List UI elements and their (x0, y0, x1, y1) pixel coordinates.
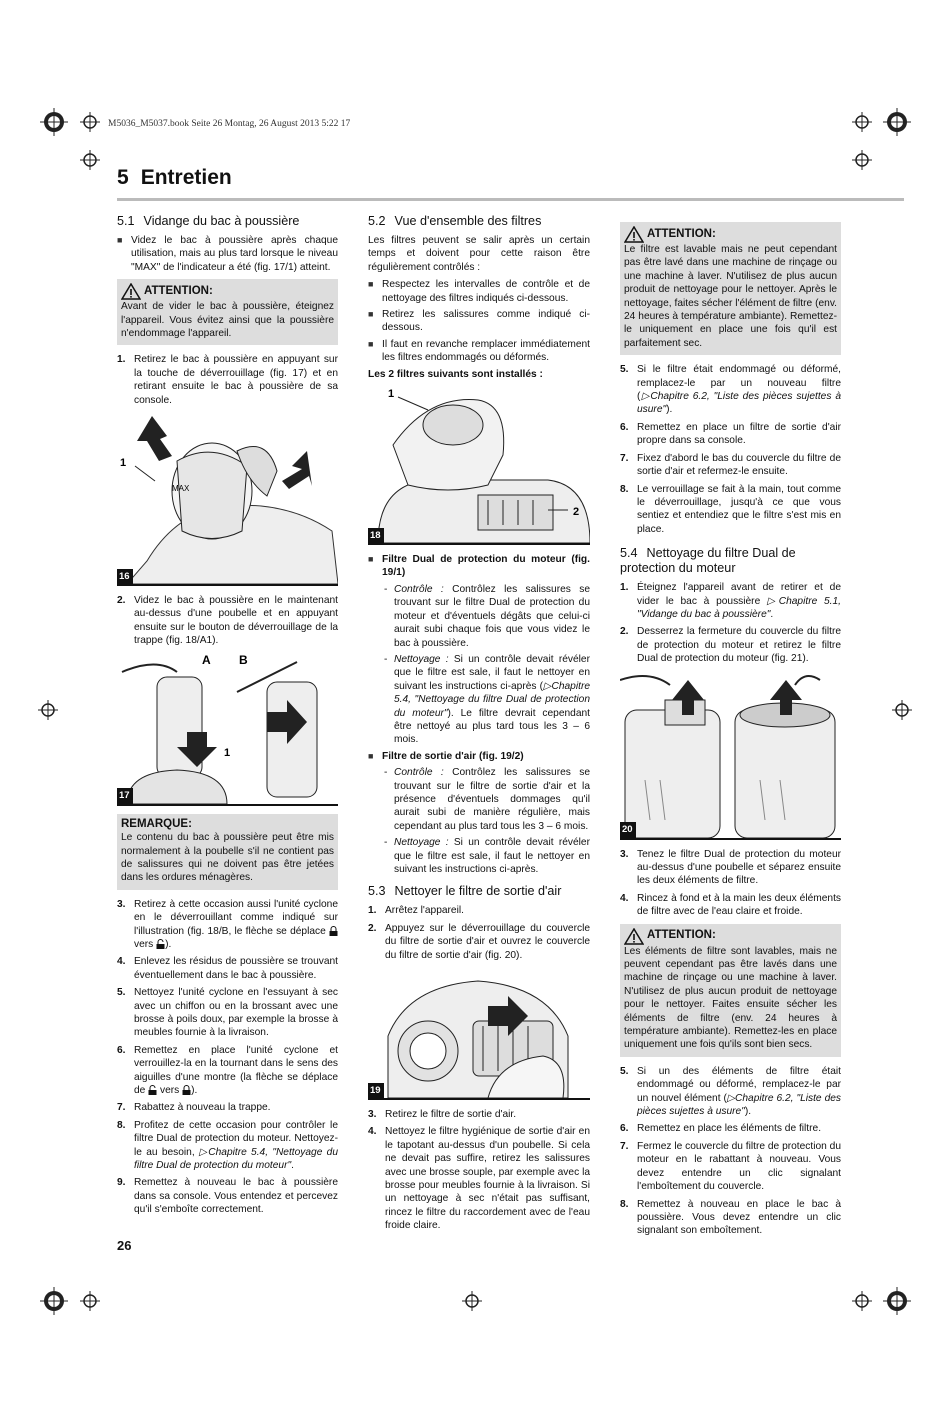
step-item: 1. Arrêtez l'appareil. (368, 905, 464, 917)
paragraph: Les filtres peuvent se salir après un certain temps et doivent pour cette raison être régulièrement contrôlés : (368, 235, 590, 273)
callout-1: 1 (120, 457, 127, 470)
registration-mark-icon (462, 1291, 482, 1311)
column-3 (620, 222, 841, 1242)
warning-triangle-icon (624, 226, 644, 243)
callout-1: 1 (224, 746, 231, 759)
chapter-reference[interactable]: ▷Chapitre 5.4, "Nettoyage du filtre Dual de protection du moteur" (134, 1146, 339, 1172)
step-item: 6. Remettez en place les éléments de filtre. (620, 1123, 822, 1135)
motor-filter-removal-illustration (620, 670, 841, 838)
dash-item: - Nettoyage : Si un contrôle devait révéler que le filtre est sale, il faut le nettoyer en suivant les instructions ci-après (▷Chapitre 5.4, "Nettoyage du filtre Dual de protection du moteur"). Le filtre devrait cependant être nettoyé au plus tard tous les 3 – 6 mois. (384, 653, 590, 746)
chapter-reference[interactable]: ▷Chapitre 6.2, "Liste des pièces sujettes à usure" (637, 391, 841, 416)
column-2 (368, 214, 590, 1237)
step-item: 4. Nettoyez le filtre hygiénique de sortie d'air en le tapotant au-dessus d'un poubelle. Si cela ne devait pas suffire, retirez les salissures avec une brosse souple, par exemple avec la brosse pour meubles fournie à la livraison. Si un nettoyage à sec n'était pas suffisant, rincez le filtre du raccordement avec de l'eau froide claire. (368, 1126, 590, 1232)
attention-box: ATTENTION: Le filtre est lavable mais ne peut cependant pas être lavé dans une machine de rinçage ou une machine à laver. N'utilisez de plus aucun produit de nettoyage pour le nettoyer. Après le nettoyage, faites sécher l'élément de filtre (env. 24 heures à température ambiante). Remettez-le uniquement en place une fois qu'il est parfaitement sec. (620, 222, 841, 355)
figure-label: 20 (620, 822, 636, 837)
dash-item: - Contrôle : Contrôlez les salissures se trouvant sur le filtre de sortie d'air et la présence d'éventuels dommages qu'il aurait subi de manière régulière, mais cependant au plus tard tous les 3 – 6 mois. (384, 767, 590, 832)
registration-mark-icon (852, 1291, 872, 1311)
filters-overview-illustration (368, 385, 590, 543)
label-b: B (239, 652, 248, 667)
step-item: 8. Profitez de cette occasion pour contrôler le filtre Dual de protection du moteur. Nettoyez-le au besoin, ▷Chapitre 5.4, "Nettoyage du filtre Dual de protection du moteur". (117, 1119, 339, 1172)
step-item: 3. Retirez le filtre de sortie d'air. (368, 1109, 517, 1121)
attention-box: ATTENTION: Les éléments de filtre sont lavables, mais ne peuvent cependant pas être lavés dans une machine de rinçage ou une machine à laver. N'utilisez de plus aucun produit de nettoyage pour le nettoyer. Faites ensuite sécher les éléments de filtre (env. 24 heures à température ambiante). Remettez-les en place uniquement une fois qu'ils sont bien secs. (620, 924, 841, 1057)
step-item: 5. Si le filtre était endommagé ou déformé, remplacez-le par un nouveau filtre (▷Chapitre 6.2, "Liste des pièces sujettes à usure"). (620, 364, 841, 416)
warning-triangle-icon (624, 928, 644, 945)
chapter-number: 5 (117, 166, 129, 189)
step-item: 5. Si un des éléments de filtre était endommagé ou déformé, remplacez-le par un nouvel élément (▷Chapitre 6.2, "Liste des pièces sujettes à usure"). (620, 1065, 841, 1118)
figure-label: 19 (368, 1083, 384, 1098)
registration-mark-icon (883, 108, 911, 136)
step-item: 7. Fixez d'abord le bas du couvercle du filtre de sortie d'air et refermez-le ensuite. (620, 452, 841, 478)
section-5-1-heading: 5.1 Vidange du bac à poussière (117, 214, 300, 228)
bullet-item: ■ Filtre de sortie d'air (fig. 19/2) (368, 750, 590, 763)
step-item: 8. Le verrouillage se fait à la main, tout comme le déverrouillage, jusqu'à ce que vous sentiez et entendiez que le filtre s'est mis en place. (620, 483, 841, 535)
lock-closed-icon (182, 1085, 191, 1095)
registration-mark-icon (80, 150, 100, 170)
column-1 (117, 214, 338, 1221)
exhaust-filter-cover-illustration (368, 966, 590, 1098)
registration-mark-icon (40, 1287, 68, 1315)
figure-17 (117, 652, 338, 806)
lock-open-icon (156, 939, 165, 949)
step-item: 4. Enlevez les résidus de poussière se trouvant éventuellement dans le bac à poussière. (117, 956, 338, 981)
section-5-3-heading: 5.3 Nettoyer le filtre de sortie d'air (368, 884, 562, 899)
registration-mark-icon (40, 108, 68, 136)
registration-mark-icon (852, 112, 872, 132)
attention-box: ATTENTION: Avant de vider le bac à poussière, éteignez l'appareil. Vous évitez ainsi que la poussière n'endommage l'appareil. (117, 279, 338, 345)
figure-20 (620, 670, 841, 840)
bullet-item: ■ Retirez les salissures comme indiqué ci-dessous. (368, 308, 590, 335)
figure-19 (368, 966, 590, 1100)
bullet-item: ■ Il faut en revanche remplacer immédiatement les filtres endommagés ou déformés. (368, 338, 590, 365)
section-5-2-heading: 5.2 Vue d'ensemble des filtres (368, 214, 542, 228)
step-item: 5. Nettoyez l'unité cyclone en l'essuyant à sec avec un chiffon ou en la brossant avec une brosse à poils doux, par exemple la brosse à meubles fournie à la livraison. (117, 987, 338, 1039)
chapter-reference[interactable]: ▷Chapitre 5.1, "Vidange du bac à poussière" (637, 595, 841, 620)
chapter-reference[interactable]: ▷Chapitre 5.4, "Nettoyage du filtre Dual de protection du moteur" (394, 680, 590, 719)
step-item: 2. Appuyez sur le déverrouillage du couvercle du filtre de sortie d'air et ouvrez le couvercle du filtre de sortie d'air (fig. 20). (368, 922, 590, 961)
registration-mark-icon (883, 1287, 911, 1315)
bullet-item: ■ Filtre Dual de protection du moteur (fig. 19/1) (368, 553, 590, 580)
step-item: 3. Tenez le filtre Dual de protection du moteur au-dessus d'une poubelle et séparez ensuite les deux éléments de filtre. (620, 848, 841, 887)
callout-1: 1 (388, 388, 395, 401)
page-number: 26 (117, 1238, 132, 1253)
figure-16 (117, 411, 338, 586)
step-item: 6. Remettez en place un filtre de sortie d'air propre dans sa console. (620, 421, 841, 447)
figure-label: 16 (117, 569, 133, 584)
step-item: 6. Remettez en place l'unité cyclone et verrouillez-la en la tournant dans le sens des aiguilles d'une montre (la flèche se déplace de vers ). (117, 1044, 338, 1096)
lock-open-icon (148, 1085, 157, 1095)
step-item: 7. Fermez le couvercle du filtre de protection du moteur en le rabattant à nouveau. Vous devez entendre un clic signalant l'emboîtement du couvercle. (620, 1140, 841, 1193)
svg-text:MAX: MAX (172, 484, 190, 494)
callout-2: 2 (573, 506, 580, 519)
file-header: M5036_M5037.book Seite 26 Montag, 26 August 2013 5:22 17 (108, 119, 351, 129)
step-item: 7. Rabattez à nouveau la trappe. (117, 1102, 271, 1114)
step-item: 1. Retirez le bac à poussière en appuyant sur la touche de déverrouillage (fig. 17) et en retirant ensuite le bac à poussière de sa console. (117, 354, 338, 406)
registration-mark-icon (852, 150, 872, 170)
step-item: 8. Remettez à nouveau en place le bac à poussière. Vous devez entendre un clic signalant son emboîtement. (620, 1198, 841, 1237)
dash-item: - Nettoyage : Si un contrôle devait révéler que le filtre est sale, il faut le nettoyer en suivant les instructions ci-après. (384, 837, 590, 875)
dust-bin-removal-illustration (117, 411, 338, 584)
dash-item: - Contrôle : Contrôlez les salissures se trouvant sur le filtre Dual de protection du moteur et d'éventuels dégâts que celui-ci aurait subi chaque fois que vous videz le bac à poussière. (384, 583, 590, 649)
label-a: A (202, 652, 211, 667)
intro-bullet: ■ Videz le bac à poussière après chaque utilisation, mais au plus tard lorsque le niveau "MAX" de l'indicateur a été (fig. 17/1) atteint. (117, 234, 338, 274)
figure-label: 18 (368, 528, 384, 543)
registration-mark-icon (80, 1291, 100, 1311)
registration-mark-icon (38, 700, 58, 720)
step-item: 9. Remettez à nouveau le bac à poussière dans sa console. Vous entendez et percevez qu'il s'emboîte correctement. (117, 1177, 338, 1216)
step-item: 2. Videz le bac à poussière en le maintenant au-dessus d'une poubelle et en appuyant ensuite sur le bouton de déverrouillage de la trappe (fig. 18/A1). (117, 595, 338, 647)
lock-closed-icon (329, 926, 338, 936)
step-item: 3. Retirez à cette occasion aussi l'unité cyclone en le déverrouillant comme indiqué sur l'illustration (fig. 18/B, le flèche se déplace vers ). (117, 898, 338, 950)
chapter-name: Entretien (140, 166, 232, 189)
step-item: 2. Desserrez la fermeture du couvercle du filtre de protection du moteur et retirez le filtre Dual de protection du moteur (fig. 21). (620, 626, 841, 665)
step-item: 4. Rincez à fond et à la main les deux éléments de filtre avec de l'eau claire et froide. (620, 892, 841, 918)
step-item: 1. Éteignez l'appareil avant de retirer et de vider le bac à poussière ▷Chapitre 5.1, "Vidange du bac à poussière". (620, 582, 841, 620)
figure-18 (368, 385, 590, 545)
chapter-reference[interactable]: ▷Chapitre 6.2, "Liste des pièces sujettes à usure" (637, 1092, 841, 1118)
remarque-box: REMARQUE: Le contenu du bac à poussière peut être mis normalement à la poubelle s'il ne contient pas de salissures qui ne doivent pas être jetées dans les ordures ménagères. (117, 814, 338, 890)
chapter-title (117, 166, 232, 190)
section-5-4-heading: 5.4 Nettoyage du filtre Dual de protection du moteur (620, 546, 796, 576)
registration-mark-icon (80, 112, 100, 132)
title-rule (117, 198, 904, 201)
emptying-dust-bin-illustration (117, 652, 338, 804)
paragraph: Les 2 filtres suivants sont installés : (368, 368, 543, 380)
figure-label: 17 (117, 788, 133, 803)
bullet-item: ■ Respectez les intervalles de contrôle et de nettoyage des filtres indiqués ci-dessous. (368, 278, 590, 305)
registration-mark-icon (892, 700, 912, 720)
warning-triangle-icon (121, 283, 141, 300)
